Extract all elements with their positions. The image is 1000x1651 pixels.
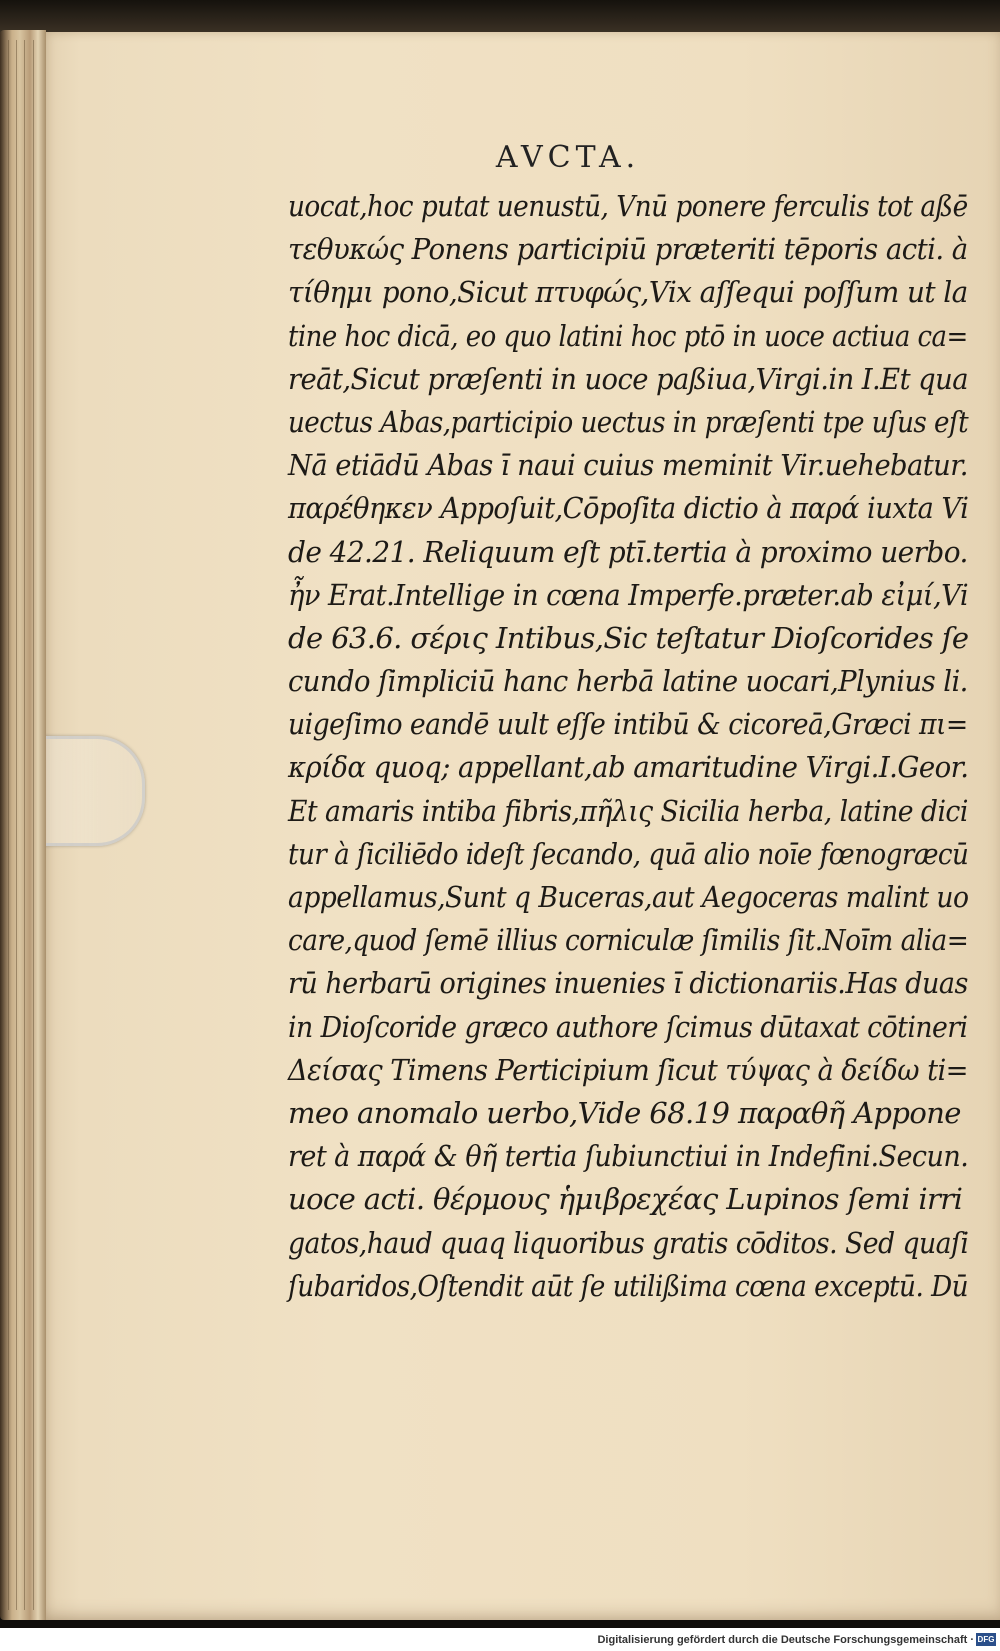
running-head: AVCTA. [495,140,641,175]
text-line: cundo ſimpliciū hanc herbā latine uocari,Plynius li. [288,664,968,699]
text-line: gatos,haud quaq liquoribus gratis cōditos. Sed quaſi [288,1225,969,1260]
text-line: ſubaridos,Oſtendit aūt ſe utilißima cœna exceptū. Dū [288,1268,969,1303]
text-line: uocat,hoc putat uenustū, Vnū ponere ferculis tot aßē [288,189,968,223]
text-line: τίθημι pono,Sicut πτυφώς,Vix aſſequi poſſum ut la [288,275,968,310]
text-line: tine hoc dicā, eo quo latini hoc ptō in uoce actiua ca= [288,318,968,353]
text-line: uectus Abas,participio uectus in præſenti tpe uſus eſt [288,404,969,439]
text-line: uigeſimo eandē uult eſſe intibū & cicoreā,Græci πι= [288,707,968,742]
book-page [40,32,1000,1620]
text-line: ἦν Erat.Intellige in cœna Imperfe.præter.ab εἰμί,Vi [288,577,969,612]
page-clip [40,736,145,846]
text-line: in Dioſcoride græco authore ſcimus dūtaxat cōtineri [288,1009,968,1044]
text-line: Nā etiādū Abas ī naui cuius meminit Vir.uehebatur. [288,448,968,483]
text-line: appellamus,Sunt q Buceras,aut Aegoceras malint uo [288,880,969,914]
text-line: tur à ſiciliēdo ideſt ſecando, quā alio noīe fœnogræcū [288,836,969,871]
text-line: ret à παρά & θῆ tertia ſubiunctiui in Indefini.Secun. [288,1139,969,1174]
text-block [288,185,968,1308]
dfg-logo: DFG [977,1635,995,1644]
text-line: reāt,Sicut præſenti in uoce paßiua,Virgi.in I.Et qua [288,361,968,396]
text-line: meo anomalo uerbo,Vide 68.19 παραθῆ Appone [288,1095,961,1130]
text-line: κρίδα quoq; appellant,ab amaritudine Virgi.I.Geor. [288,750,969,785]
book-edge [0,30,46,1620]
text-line: de 63.6. σέρις Intibus,Sic teſtatur Dioſcorides ſe [288,620,969,655]
text-line: de 42.21. Reliquum eſt ptī.tertia à proximo uerbo. [288,534,968,569]
text-line: Δείσας Timens Perticipium ſicut τύψας à δείδω ti= [288,1052,968,1087]
text-line: rū herbarū origines inuenies ī dictionariis.Has duas [288,966,968,1001]
text-line: uoce acti. θέρμους ἡμιβρεχέας Lupinos ſemi irri [288,1182,963,1217]
text-line: τεθυκώς Ponens participiū præteriti tēporis acti. à [288,232,968,267]
text-line: Et amaris intiba fibris,πῆλις Sicilia herba, latine dici [288,793,968,828]
text-line: care,quod ſemē illius corniculæ ſimilis ſit.Noīm alia= [288,923,969,958]
funding-credit: Digitalisierung gefördert durch die Deutsche Forschungsgemeinschaft · [597,1634,974,1646]
text-line: παρέθηκεν Appoſuit,Cōpoſita dictio à παρά iuxta Vi [288,491,969,526]
